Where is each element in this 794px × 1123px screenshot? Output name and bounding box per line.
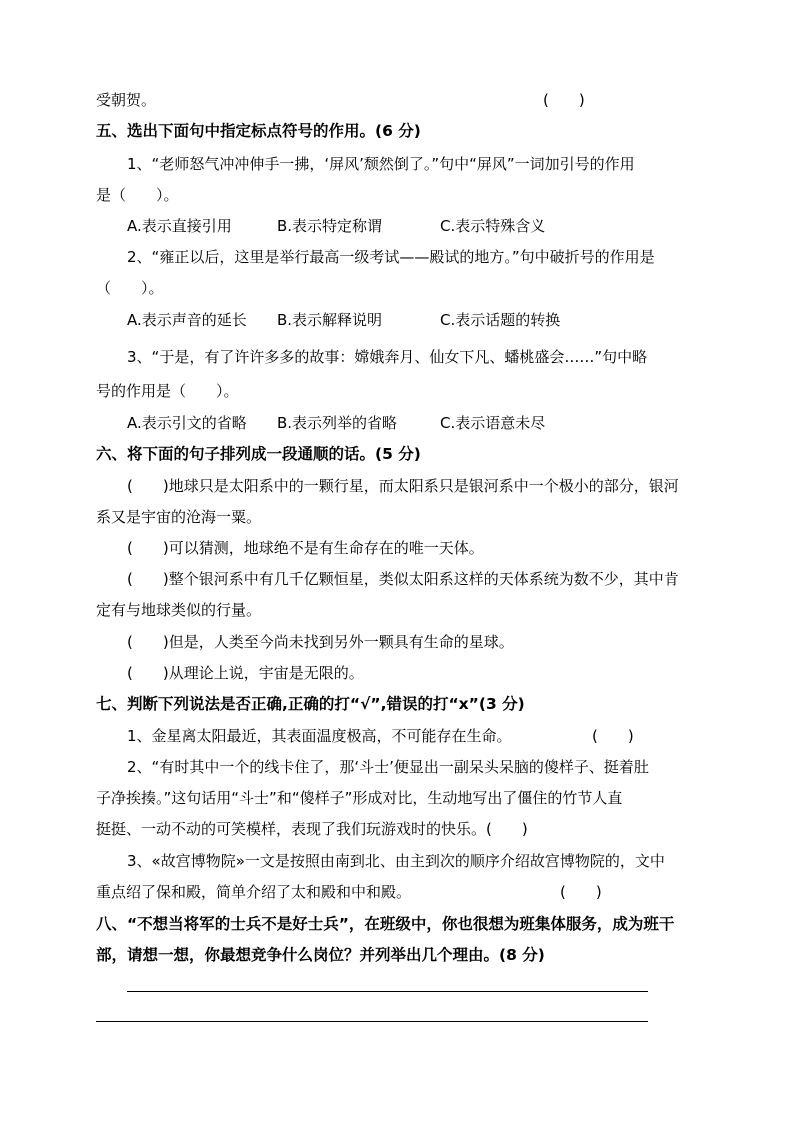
- option-a[interactable]: A.表示引文的省略: [127, 414, 247, 432]
- answer-line-1[interactable]: [127, 991, 648, 992]
- s5-q1-line1: 1、“老师怒气冲冲伸手一拂，‘屏风’颓然倒了。”句中“屏风”一词加引号的作用: [127, 155, 635, 173]
- section-6-heading: 六、将下面的句子排列成一段通顺的话。(5 分): [96, 445, 421, 463]
- s6-item3-line1: ( )整个银河系中有几千亿颗恒星，类似太阳系这样的天体系统为数不少，其中肯: [127, 570, 679, 588]
- s5-q3-line2: 号的作用是（ ）。: [96, 382, 239, 400]
- s5-q3-line1: 3、“于是，有了许许多多的故事：嫦娥奔月、仙女下凡、蟠桃盛会……”句中略: [127, 348, 648, 366]
- option-a[interactable]: A.表示声音的延长: [127, 311, 247, 329]
- s6-item1-line2: 系又是宇宙的沧海一粟。: [96, 508, 262, 526]
- s5-q1-line2: 是（ ）。: [96, 186, 179, 204]
- answer-paren[interactable]: ( ): [592, 727, 634, 745]
- option-b[interactable]: B.表示列举的省略: [277, 414, 398, 432]
- section-7-heading: 七、判断下列说法是否正确,正确的打“√”,错误的打“x”(3 分): [96, 695, 525, 713]
- s7-q1: [127, 726, 700, 746]
- s6-item5: ( )从理论上说，宇宙是无限的。: [127, 664, 364, 682]
- option-c[interactable]: C.表示语意未尽: [440, 414, 546, 432]
- option-a[interactable]: A.表示直接引用: [127, 217, 232, 235]
- prev-line: [96, 90, 700, 110]
- option-b[interactable]: B.表示解释说明: [277, 311, 383, 329]
- s6-item1-line1: ( )地球只是太阳系中的一颗行星，而太阳系只是银河系中一个极小的部分，银河: [127, 477, 679, 495]
- option-c[interactable]: C.表示话题的转换: [440, 311, 561, 329]
- s6-item3-line2: 定有与地球类似的行量。: [96, 601, 262, 619]
- option-b[interactable]: B.表示特定称谓: [277, 217, 383, 235]
- s7-q2-line2: 子净挨揍。”这句话用“斗士”和“傻样子”形成对比，生动地写出了僵住的竹节人直: [96, 789, 623, 807]
- prev-text: 受朝贺。: [96, 91, 157, 109]
- answer-paren[interactable]: ( ): [543, 91, 585, 109]
- option-c[interactable]: C.表示特殊含义: [440, 217, 546, 235]
- answer-line-2[interactable]: [96, 1021, 648, 1022]
- s7-q1-text: 1、金星离太阳最近，其表面温度极高，不可能存在生命。: [127, 727, 512, 745]
- answer-paren[interactable]: ( ): [560, 883, 602, 901]
- s5-q2-line1: 2、“雍正以后，这里是举行最高一级考试——殿试的地方。”句中破折号的作用是: [127, 248, 655, 266]
- s7-q3-line2: [96, 882, 700, 902]
- s7-q3-text: 重点绍了保和殿，简单介绍了太和殿和中和殿。: [96, 883, 412, 901]
- s6-item2: ( )可以猜测，地球绝不是有生命存在的唯一天体。: [127, 539, 484, 557]
- section-5-heading: 五、选出下面句中指定标点符号的作用。(6 分): [96, 122, 421, 140]
- s6-item4: ( )但是，人类至今尚未找到另外一颗具有生命的星球。: [127, 633, 514, 651]
- s7-q3-line1: 3、«故宫博物院»一文是按照由南到北、由主到次的顺序介绍故宫博物院的，文中: [127, 852, 665, 870]
- s5-q2-line2: （ ）。: [96, 279, 164, 297]
- section-8-heading-line1: 八、“不想当将军的士兵不是好士兵”，在班级中，你也很想为班集体服务，成为班干: [96, 915, 675, 933]
- s7-q2-line3: 挺挺、一动不动的可笑模样，表现了我们玩游戏时的快乐。( ): [96, 820, 528, 838]
- section-8-heading-line2: 部，请想一想，你最想竞争什么岗位？并列举出几个理由。(8 分): [96, 946, 545, 964]
- s7-q2-line1: 2、“有时其中一个的线卡住了，那‘斗士’便显出一副呆头呆脑的傻样子、挺着肚: [127, 758, 649, 776]
